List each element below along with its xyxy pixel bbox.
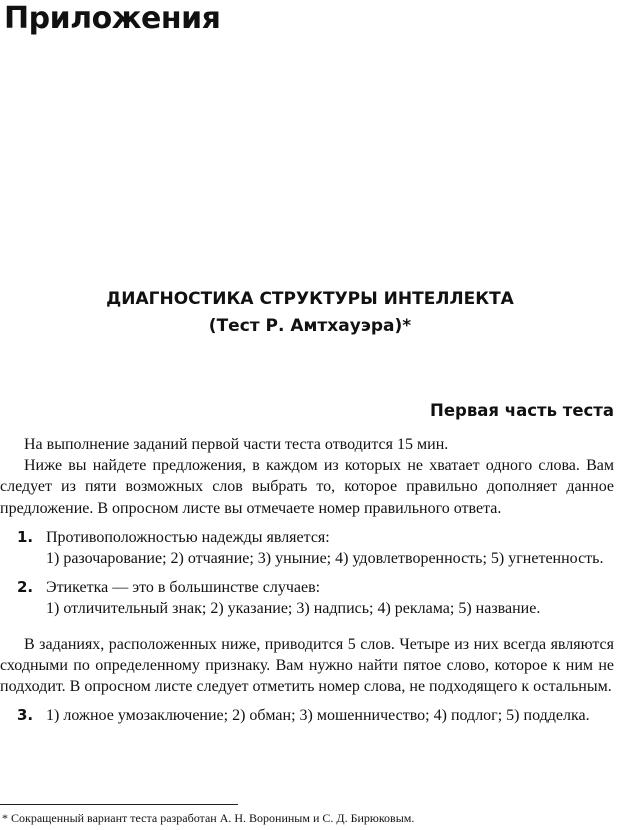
item-number: 1. (17, 527, 34, 546)
paragraph-instructions: Ниже вы найдете предложения, в каждом из которых не хватает одного слова. Вам следует из пяти возможных слов выбрать то, которое правильно дополняет данное предложение. В опросном листе вы отмечаете номер правильного ответа. (0, 457, 614, 517)
footnote: * Сокращенный вариант теста разработан А. Н. Ворониным и С. Д. Бирюковым. (2, 811, 415, 825)
test-item-2 (0, 577, 614, 619)
item-number: 2. (17, 578, 34, 597)
item-question: Противоположностью надежды является: (46, 528, 330, 546)
item-question: Этикетка — это в большинстве случаев: (46, 579, 321, 597)
paragraph-time-limit: На выполнение заданий первой части теста отводится 15 мин. (24, 436, 449, 453)
spacer (0, 620, 614, 634)
section-title: ДИАГНОСТИКА СТРУКТУРЫ ИНТЕЛЛЕКТА (106, 289, 514, 309)
part-title: Первая часть теста (430, 401, 614, 420)
body-text (0, 434, 614, 726)
item-options: 1) ложное умозаключение; 2) обман; 3) мошенничество; 4) подлог; 5) подделка. (46, 707, 590, 725)
item-options: 1) отличительный знак; 2) указание; 3) надпись; 4) реклама; 5) название. (46, 600, 541, 618)
item-number: 3. (17, 706, 34, 725)
page-title: Приложения (4, 1, 221, 36)
item-options: 1) разочарование; 2) отчаяние; 3) уныние; 4) удовлетворенность; 5) угнетенность. (46, 550, 604, 568)
footnote-divider (0, 804, 238, 805)
test-item-1 (0, 527, 614, 569)
test-item-3 (0, 705, 614, 726)
section-subtitle: (Тест Р. Амтхауэра)* (208, 316, 412, 336)
paragraph-odd-word-instructions: В заданиях, расположенных ниже, приводится 5 слов. Четыре из них всегда являются сходными по определенному признаку. Вам нужно найти пятое слово, которое к ним не подходит. В опросном листе следует отметить номер слова, не подходящего к остальным. (0, 635, 614, 696)
